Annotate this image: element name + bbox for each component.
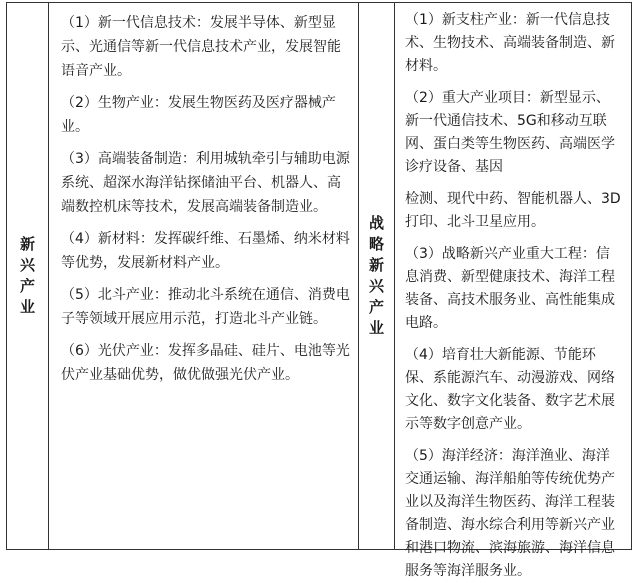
right-label-text: 战略新兴产业 (368, 214, 384, 337)
left-label-text: 新兴产业 (19, 235, 35, 316)
industry-table (6, 2, 632, 579)
left-header-cell (7, 3, 49, 549)
right-item: （3）战略新兴产业重大工程：信息消费、新型健康技术、海洋工程装备、高技术服务业、高性能集成电路。 (405, 246, 615, 331)
right-item: （5）海洋经济：海洋渔业、海洋交通运输、海洋船舶等传统优势产业以及海洋生物医药、海洋工程装备制造、海水综合利用等新兴产业和港口物流、滨海旅游、海洋信息服务等海洋服务业。 (405, 448, 615, 579)
right-item: （1）新支柱产业：新一代信息技术、生物技术、高端装备制造、新材料。 (405, 12, 615, 74)
left-item: （3）高端装备制造：利用城轨牵引与辅助电源系统、超深水海洋钻探储油平台、机器人、高端数控机床等技术，发展高端装备制造业。 (61, 151, 350, 215)
left-item: （5）北斗产业：推动北斗系统在通信、消费电子等领域开展应用示范，打造北斗产业链。 (61, 287, 350, 327)
right-item: 检测、现代中药、智能机器人、3D打印、北斗卫星应用。 (405, 191, 621, 230)
right-header-cell (359, 3, 395, 549)
left-item: （2）生物产业：发展生物医药及医疗器械产业。 (61, 95, 336, 135)
right-item: （4）培育壮大新能源、节能环保、系能源汽车、动漫游戏、网络文化、数字文化装备、数字艺术展示等数字创意产业。 (405, 347, 615, 432)
right-content-cell (395, 3, 631, 579)
left-content-cell (49, 3, 359, 549)
right-section-label (359, 213, 394, 339)
left-item: （6）光伏产业：发挥多晶硅、硅片、电池等光伏产业基础优势，做优做强光伏产业。 (61, 343, 350, 383)
left-item: （4）新材料：发挥碳纤维、石墨烯、纳米材料等优势，发展新材料产业。 (61, 231, 350, 271)
left-section-label (7, 234, 48, 318)
left-item: （1）新一代信息技术：发展半导体、新型显示、光通信等新一代信息技术产业，发展智能语音产业。 (61, 15, 341, 79)
right-item: （2）重大产业项目：新型显示、新一代通信技术、5G和移动互联网、蛋白类等生物医药、高端医学诊疗设备、基因 (405, 90, 615, 175)
